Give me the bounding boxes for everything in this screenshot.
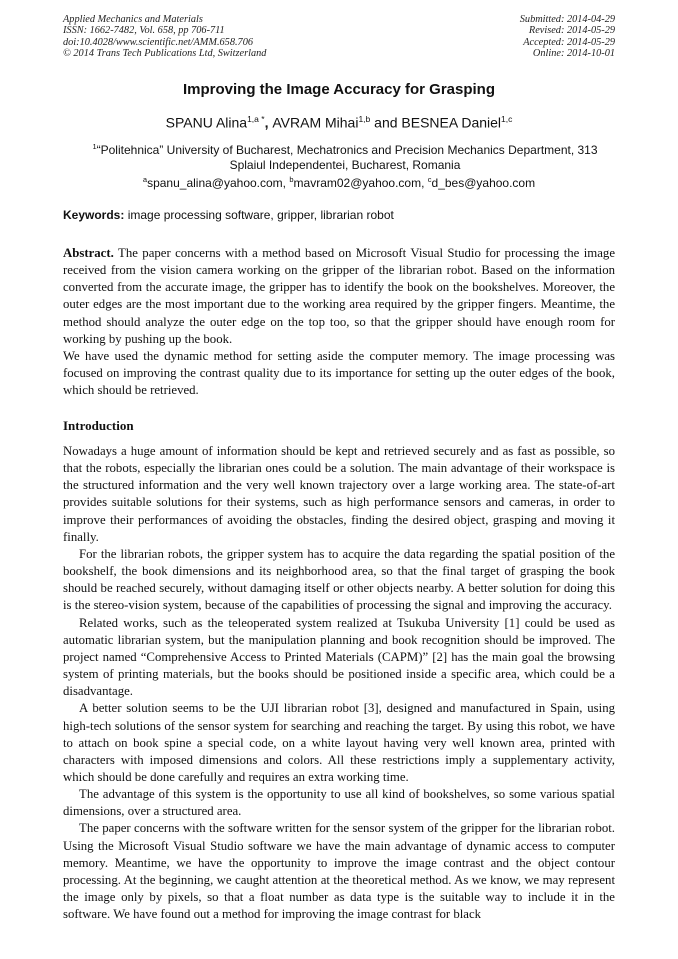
affiliation-mark: 1 [92, 142, 97, 151]
introduction-body [63, 443, 615, 923]
paper-title: Improving the Image Accuracy for Grasping [182, 81, 496, 98]
abstract-text: The paper concerns with a method based on Microsoft Visual Studio for processing the image received from the vision camera working on the gripper of the librarian robot. Based on the information converted from the accurate image, the gripper has to identify the book on the bookshelves. Moreover, the outer edges are the most important due to the working area required by the gripper fingers. Meantime, the method should analyze the outer edge on the top too, so that the gripper should have enough room for working by pushing up the book. [63, 246, 615, 346]
journal-info [63, 14, 266, 60]
email-mark: b [289, 175, 294, 184]
date-revised: Revised: 2014-05-29 [528, 25, 615, 37]
author-separator: , [264, 114, 273, 131]
section-heading: Introduction [63, 418, 134, 433]
intro-paragraph: Related works, such as the teleoperated system realized at Tsukuba University [1] could be used as automatic librarian system, but the manipulation planning and book recognition should be improved. The project named “Comprehensive Access to Printed Materials (CAPM)” [2] has the main goal the browsing system of printing materials, but the books should be positioned inside a specific area, which could be a disadvantage. [63, 615, 615, 699]
journal-doi: doi:10.4028/www.scientific.net/AMM.658.706 [63, 36, 253, 48]
date-submitted: Submitted: 2014-04-29 [519, 14, 615, 25]
keywords [63, 208, 615, 222]
abstract-paragraph [63, 245, 615, 348]
author-emails [0, 175, 678, 190]
journal-name: Applied Mechanics and Materials [63, 14, 203, 25]
intro-paragraph: Nowadays a huge amount of information should be kept and retrieved securely and as fast as possible, so that the robots, especially the librarian ones could be a solution. The main advantage of their workspace is the structured information and the very well known trajectory over a large working area. The state-of-art provides suitable solutions for their systems, such as high performance sensors and cameras, in order to improve their performances of avoiding the obstacles, finding the desired object, grasping and moving it finally. [63, 444, 615, 544]
journal-issn: ISSN: 1662-7482, Vol. 658, pp 706-711 [63, 25, 225, 37]
keywords-text: image processing software, gripper, librarian robot [124, 208, 394, 222]
author-affiliation-mark: 1,c [501, 114, 513, 124]
intro-paragraph: For the librarian robots, the gripper system has to acquire the data regarding the spatial position of the bookshelf, the book dimensions and its neighborhood area, so that the final target of grasping the book should be reached securely, without damaging itself or other objects nearby. A better solution for doing this is the stereo-vision system, because of the capabilities of processing the signal and improving the accuracy. [63, 546, 615, 613]
email-address: spanu_alina@yahoo.com, [147, 176, 290, 190]
keywords-label: Keywords: [63, 208, 125, 222]
affiliation [75, 139, 615, 173]
abstract-paragraph: We have used the dynamic method for setting aside the computer memory. The image processing was focused on improving the contrast quality due to its importance for setting up the outer edges of the book, which should be retrieved. [63, 348, 615, 398]
publication-dates [520, 14, 615, 60]
email-address: mavram02@yahoo.com, [293, 176, 428, 190]
date-accepted: Accepted: 2014-05-29 [523, 36, 615, 48]
affiliation-text: “Politehnica” University of Bucharest, Mechatronics and Precision Mechanics Department, 313 Splaiul Independentei, Bucharest, Romania [96, 143, 598, 172]
author-affiliation-mark: 1,b [358, 114, 371, 124]
email-mark: a [142, 175, 148, 184]
email-mark: c [427, 175, 432, 184]
email-address: d_bes@yahoo.com [431, 176, 536, 190]
intro-paragraph: The paper concerns with the software written for the sensor system of the gripper for the librarian robot. Using the Microsoft Visual Studio software we have the main advantage of dynamic access to computer memory. Meantime, we have the opportunity to improve the image contrast and the object contour processing. At the beginning, we caught attention at the theoretical method. As we know, we may represent the image only by pixels, so that a float number as data type is the suitable way to include it in the software. We have found out a method for improving the image contrast for black [63, 821, 615, 922]
journal-copyright: © 2014 Trans Tech Publications Ltd, Switzerland [63, 48, 267, 60]
date-online: Online: 2014-10-01 [532, 48, 615, 60]
author-affiliation-mark: 1,a * [247, 114, 265, 124]
abstract [63, 245, 615, 399]
author-name: BESNEA Daniel [401, 114, 502, 131]
author-name: AVRAM Mihai [272, 114, 359, 131]
author-name: SPANU Alina [165, 114, 248, 131]
intro-paragraph: The advantage of this system is the opportunity to use all kind of bookshelves, so some various spatial dimensions, over a structured area. [63, 787, 615, 819]
author-list [0, 114, 678, 131]
author-separator: and [370, 114, 402, 131]
abstract-label: Abstract. [63, 246, 114, 260]
intro-paragraph: A better solution seems to be the UJI librarian robot [3], designed and manufactured in Spain, using high-tech solutions of the sensor system for searching and reaching the target. By using this robot, we have to attach on book spine a special code, on a white layout having very well known area, printed with characters with imposed dimensions and colors. All these restrictions imply a supplementary activity, which should be done carefully and requires an extra working time. [63, 701, 615, 784]
